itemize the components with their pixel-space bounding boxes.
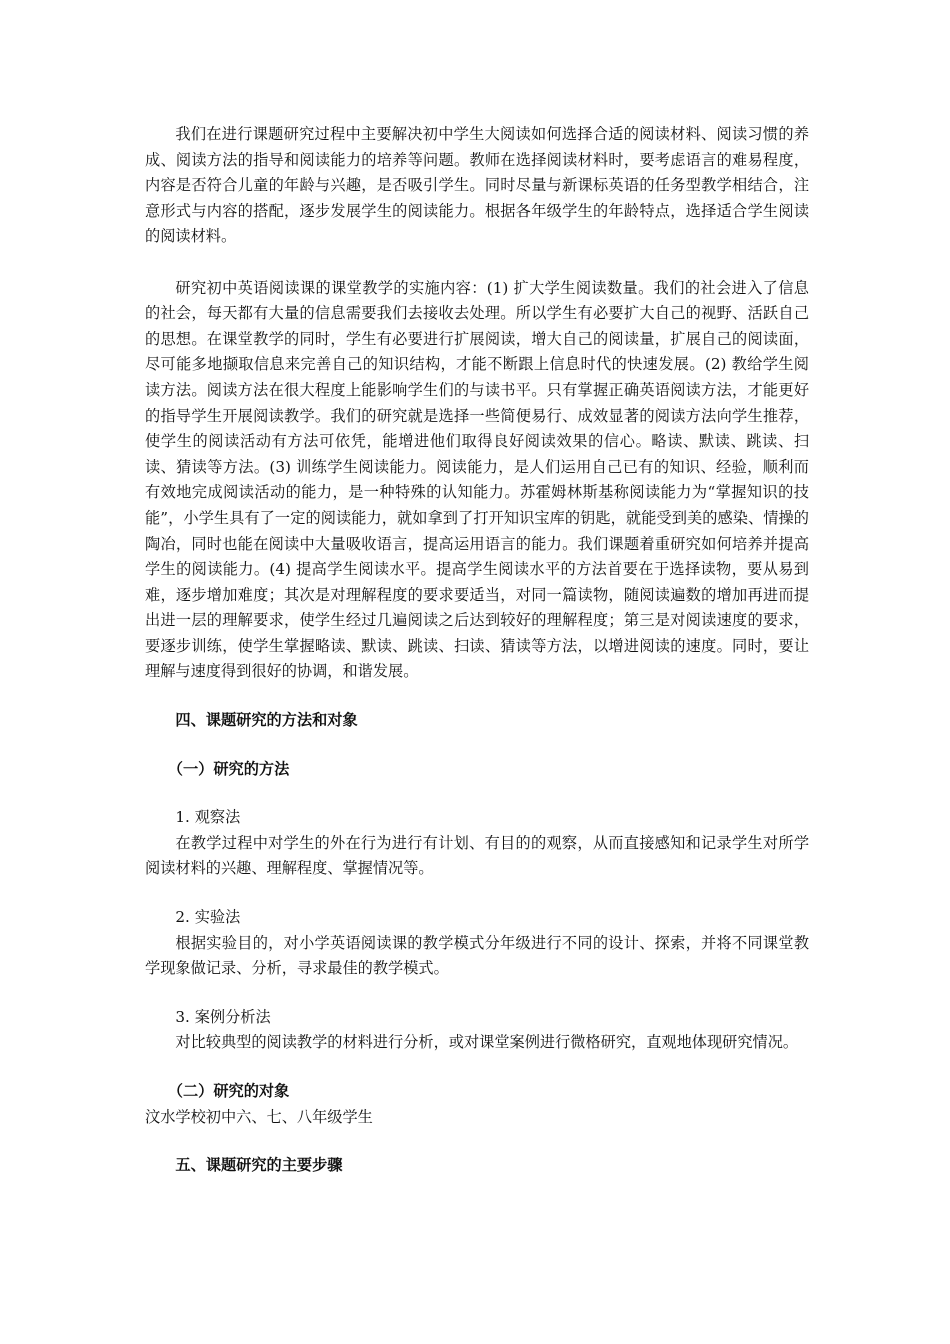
method-text-observation: 在教学过程中对学生的外在行为进行有计划、有目的的观察，从而直接感知和记录学生对所学阅读材料的兴趣、理解程度、掌握情况等。 (145, 833, 809, 878)
method-text-case-analysis: 对比较典型的阅读教学的材料进行分析，或对课堂案例进行微格研究，直观地体现研究情况。 (175, 1033, 799, 1052)
section-heading-main-steps: 五、课题研究的主要步骤 (175, 1156, 343, 1175)
section-heading-methods-and-subjects: 四、课题研究的方法和对象 (175, 711, 358, 730)
subheading-research-subjects: （二）研究的对象 (167, 1082, 290, 1100)
method-title-case-analysis: 3. 案例分析法 (175, 1007, 271, 1026)
paragraph-reading-materials: 我们在进行课题研究过程中主要解决初中学生大阅读如何选择合适的阅读材料、阅读习惯的养成、阅读方法的指导和阅读能力的培养等问题。教师在选择阅读材料时，要考虑语言的难易程度，内容是否符合儿童的年龄与兴趣，是否吸引学生。同时尽量与新课标英语的任务型教学相结合，注意形式与内容的搭配，逐步发展学生的阅读能力。根据各年级学生的年龄特点，选择适合学生阅读的阅读材料。 (145, 125, 809, 246)
document-page (145, 122, 809, 1179)
research-subjects-text: 汶水学校初中六、七、八年级学生 (145, 1107, 373, 1126)
paragraph-implementation-content: 研究初中英语阅读课的课堂教学的实施内容：(1) 扩大学生阅读数量。我们的社会进入了信息的社会，每天都有大量的信息需要我们去接收去处理。所以学生有必要扩大自己的视野、活跃自己的思想。在课堂教学的同时，学生有必要进行扩展阅读，增大自己的阅读量，扩展自己的阅读面，尽可能多地撷取信息来完善自己的知识结构，才能不断跟上信息时代的快速发展。(2) 教给学生阅读方法。阅读方法在很大程度上能影响学生们的与读书平。只有掌握正确英语阅读方法，才能更好的指导学生开展阅读教学。我们的研究就是选择一些简便易行、成效显著的阅读方法向学生推荐，使学生的阅读活动有方法可依凭，能增进他们取得良好阅读效果的信心。略读、默读、跳读、扫读、猜读等方法。(3) 训练学生阅读能力。阅读能力，是人们运用自己已有的知识、经验，顺利而有效地完成阅读活动的能力，是一种特殊的认知能力。苏霍姆林斯基称阅读能力为“掌握知识的技能”，小学生具有了一定的阅读能力，就如拿到了打开知识宝库的钥匙，就能受到美的感染、情操的陶冶，同时也能在阅读中大量吸收语言，提高运用语言的能力。我们课题着重研究如何培养并提高学生的阅读能力。(4) 提高学生阅读水平。提高学生阅读水平的方法首要在于选择读物，要从易到难，逐步增加难度；其次是对理解程度的要求要适当，对同一篇读物，随阅读遍数的增加再进而提出进一层的理解要求，使学生经过几遍阅读之后达到较好的理解程度；第三是对阅读速度的要求，要逐步训练，使学生掌握略读、默读、跳读、扫读、猜读等方法，以增进阅读的速度。同时，要让理解与速度得到很好的协调，和谐发展。 (145, 278, 809, 681)
method-title-experiment: 2. 实验法 (175, 908, 241, 927)
method-text-experiment: 根据实验目的，对小学英语阅读课的教学模式分年级进行不同的设计、探索，并将不同课堂教学现象做记录、分析，寻求最佳的教学模式。 (145, 933, 809, 978)
method-title-observation: 1. 观察法 (175, 808, 241, 827)
subheading-research-methods: （一）研究的方法 (167, 759, 290, 778)
